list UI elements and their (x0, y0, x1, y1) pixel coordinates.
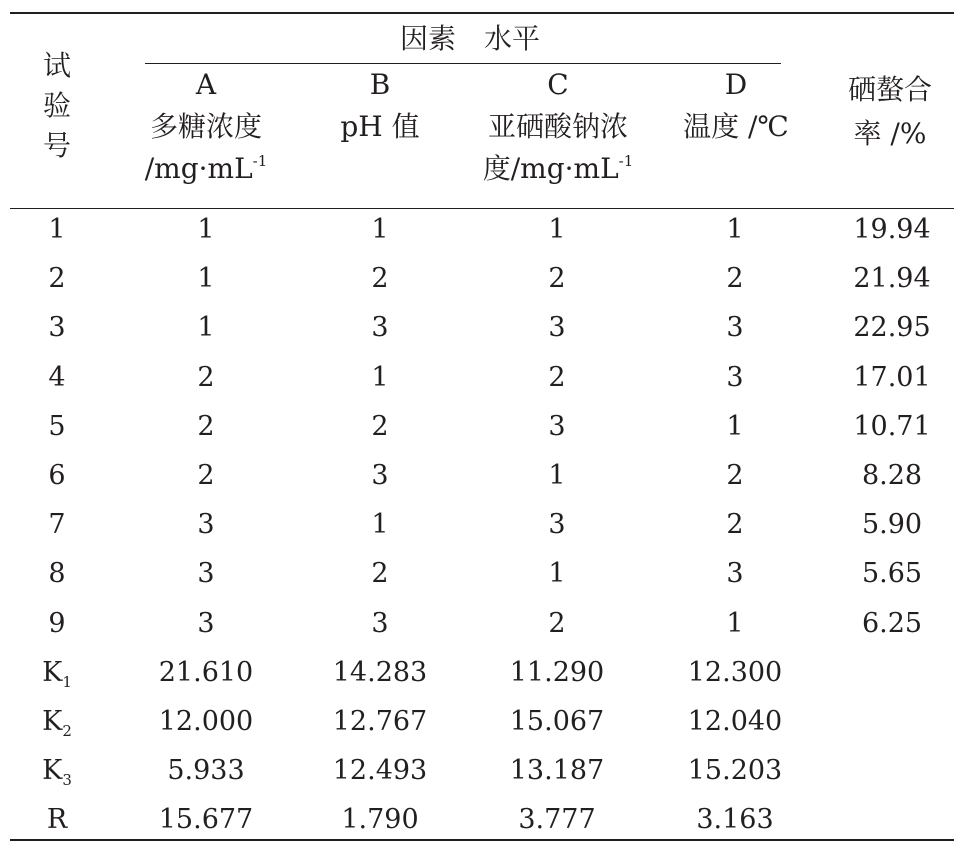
factor-group-header: 因素 水平 (399, 22, 540, 55)
stat-c-cell: 11.290 (509, 656, 605, 688)
factor-d-level-cell: 3 (726, 361, 744, 393)
factor-c-level-cell: 3 (548, 509, 566, 541)
factor-d-level-cell: 3 (726, 312, 744, 344)
chelation-rate-cell: 5.90 (861, 509, 923, 541)
factor-c-level-cell: 1 (548, 460, 566, 491)
trial-number-cell: 2 (48, 263, 66, 295)
factor-b-level-cell: 1 (371, 361, 389, 393)
stat-label-cell: $K_2$ (42, 706, 72, 740)
factor-c-level-cell: 1 (548, 214, 566, 245)
factor-b-level-cell: 2 (371, 558, 389, 590)
factor-a-header: A 多糖浓度 $/mg\cdot mL^{-1}$ (144, 68, 268, 185)
selenium-chelation-rate-header: 硒螯合 率 /% (847, 73, 932, 150)
factor-a-level-cell: 1 (197, 263, 215, 295)
factor-group-rule (145, 63, 781, 64)
header-bottom-rule (10, 208, 954, 209)
trial-number-cell: 9 (48, 607, 66, 639)
stat-b-cell: 14.283 (332, 656, 428, 688)
factor-d-level-cell: 2 (726, 460, 744, 491)
factor-a-level-cell: 1 (197, 214, 215, 245)
factor-d-level-cell: 1 (726, 410, 744, 442)
factor-c-level-cell: 1 (548, 558, 566, 590)
factor-a-level-cell: 2 (197, 460, 215, 491)
factor-a-level-cell: 3 (197, 558, 215, 590)
factor-a-level-cell: 3 (197, 607, 215, 639)
factor-c-level-cell: 2 (548, 607, 566, 639)
stat-d-cell: 15.203 (687, 755, 783, 787)
stat-b-cell: 1.790 (341, 804, 419, 836)
factor-a-level-cell: 1 (197, 312, 215, 344)
factor-c-level-cell: 2 (548, 263, 566, 295)
stat-c-cell: 13.187 (509, 755, 605, 787)
trial-number-cell: 7 (48, 509, 66, 541)
chelation-rate-cell: 22.95 (853, 312, 931, 344)
trial-number-cell: 8 (48, 558, 66, 590)
stat-a-cell: 15.677 (158, 804, 254, 836)
trial-number-cell: 3 (48, 312, 66, 344)
stat-a-cell: 12.000 (158, 706, 254, 737)
factor-b-level-cell: 1 (371, 214, 389, 245)
trial-number-header: 试 验 号 (42, 49, 71, 162)
factor-b-level-cell: 2 (371, 263, 389, 295)
factor-b-header: B pH 值 (340, 68, 420, 143)
stat-label-cell: $K_3$ (42, 755, 72, 790)
stat-label-cell: $K_1$ (42, 656, 72, 691)
stat-d-cell: 3.163 (696, 804, 774, 836)
factor-d-level-cell: 3 (726, 558, 744, 590)
stat-b-cell: 12.493 (332, 755, 428, 787)
stat-label-cell: R (46, 804, 68, 836)
factor-b-level-cell: 1 (371, 509, 389, 541)
factor-c-level-cell: 3 (548, 312, 566, 344)
factor-b-level-cell: 3 (371, 607, 389, 639)
chelation-rate-cell: 21.94 (853, 263, 931, 295)
chelation-rate-cell: 17.01 (853, 361, 931, 393)
trial-number-cell: 5 (48, 410, 66, 442)
chelation-rate-cell: 6.25 (861, 607, 923, 639)
stat-a-cell: 21.610 (158, 656, 254, 688)
factor-c-header: C 亚硒酸钠浓 度$/mg\cdot mL^{-1}$ (482, 68, 634, 185)
factor-d-level-cell: 1 (726, 214, 744, 245)
factor-d-level-cell: 2 (726, 509, 744, 541)
table-bottom-rule (10, 839, 954, 841)
trial-number-cell: 1 (48, 214, 66, 245)
stat-a-cell: 5.933 (167, 755, 245, 787)
trial-number-cell: 4 (48, 361, 66, 393)
factor-a-level-cell: 3 (197, 509, 215, 541)
factor-b-level-cell: 3 (371, 312, 389, 344)
factor-d-level-cell: 2 (726, 263, 744, 295)
factor-b-level-cell: 2 (371, 410, 389, 442)
stat-c-cell: 3.777 (518, 804, 596, 836)
chelation-rate-cell: 5.65 (861, 558, 923, 590)
factor-c-level-cell: 3 (548, 410, 566, 442)
factor-c-level-cell: 2 (548, 361, 566, 393)
stat-d-cell: 12.040 (687, 706, 783, 737)
table-top-rule (10, 12, 954, 14)
stat-d-cell: 12.300 (687, 656, 783, 688)
trial-number-cell: 6 (48, 460, 66, 491)
chelation-rate-cell: 8.28 (861, 460, 923, 491)
factor-a-level-cell: 2 (197, 410, 215, 442)
chelation-rate-cell: 19.94 (853, 214, 931, 245)
stat-c-cell: 15.067 (509, 706, 605, 737)
factor-d-header: D 温度 /℃ (683, 68, 789, 143)
factor-a-level-cell: 2 (197, 361, 215, 393)
factor-b-level-cell: 3 (371, 460, 389, 491)
chelation-rate-cell: 10.71 (853, 410, 931, 442)
factor-d-level-cell: 1 (726, 607, 744, 639)
stat-b-cell: 12.767 (332, 706, 428, 737)
